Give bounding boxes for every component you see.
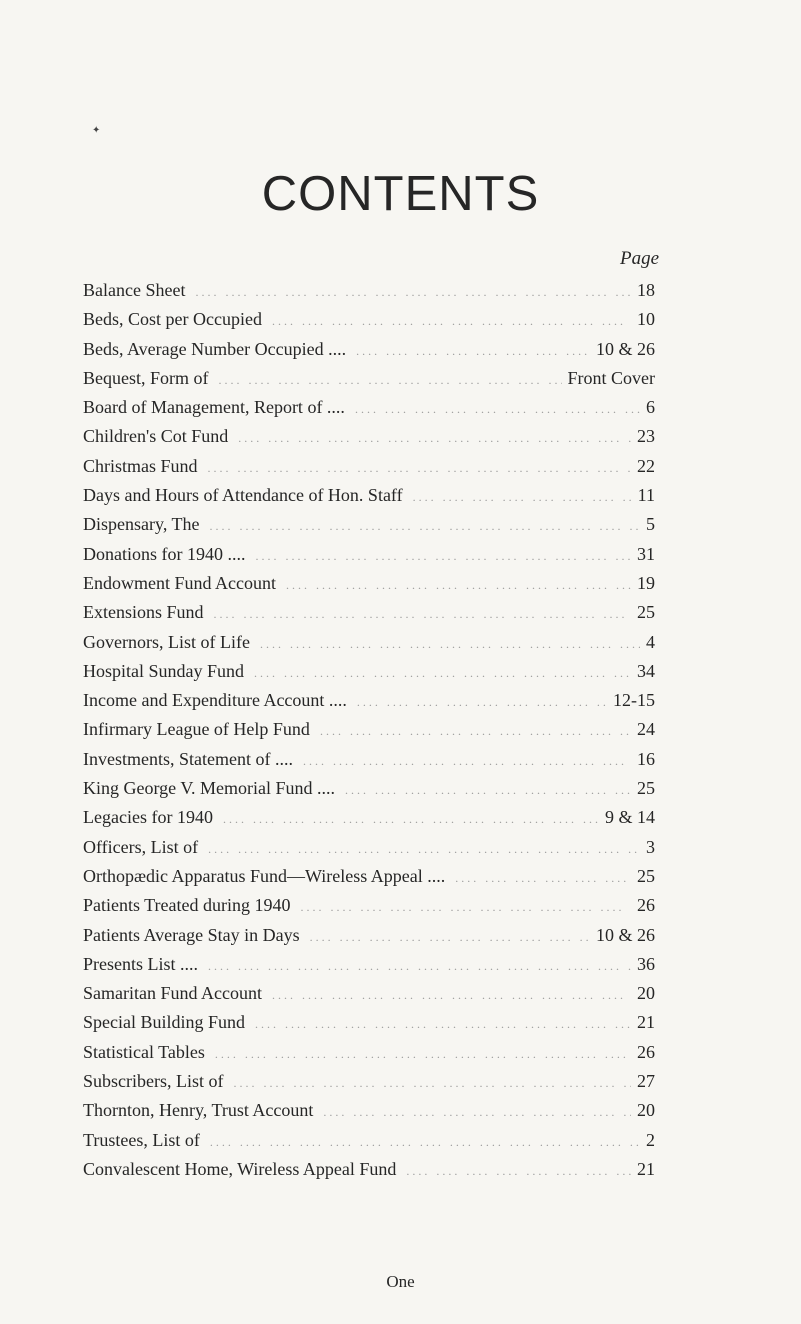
contents-entry <box>83 862 655 891</box>
contents-entry <box>83 1155 655 1184</box>
entry-page: 21 <box>637 1012 655 1033</box>
contents-entry <box>83 950 655 979</box>
contents-entry <box>83 598 655 627</box>
entry-page: 20 <box>637 983 655 1004</box>
entry-page: 12-15 <box>613 690 655 711</box>
contents-entry <box>83 891 655 920</box>
dot-leader <box>286 571 631 600</box>
contents-list <box>83 276 655 1184</box>
entry-label: Christmas Fund <box>83 455 198 476</box>
entry-label: Presents List .... <box>83 953 198 974</box>
dot-leader <box>320 717 631 746</box>
entry-label: Balance Sheet <box>83 280 186 300</box>
entry-page: 25 <box>637 865 655 886</box>
entry-label: Beds, Cost per Occupied <box>83 309 262 330</box>
entry-page: 18 <box>637 280 655 300</box>
entry-label: Income and Expenditure Account .... <box>83 690 347 711</box>
entry-label: Trustees, List of <box>83 1129 200 1150</box>
contents-entry <box>83 715 655 744</box>
contents-entry <box>83 803 655 832</box>
contents-entry <box>83 452 655 481</box>
dot-leader <box>209 512 640 541</box>
contents-entry <box>83 510 655 539</box>
contents-entry <box>83 540 655 569</box>
entry-label: Convalescent Home, Wireless Appeal Fund <box>83 1158 397 1179</box>
entry-page: 24 <box>637 719 655 740</box>
dot-leader <box>208 454 631 483</box>
dot-leader <box>323 1098 631 1127</box>
contents-entry <box>83 833 655 862</box>
contents-entry <box>83 1038 655 1067</box>
dot-leader <box>345 776 631 805</box>
entry-page: 16 <box>637 748 655 769</box>
entry-label: Special Building Fund <box>83 1012 245 1033</box>
dot-leader <box>215 1040 631 1069</box>
entry-label: Dispensary, The <box>83 514 200 535</box>
dot-leader <box>272 981 631 1010</box>
dot-leader <box>223 805 599 834</box>
contents-entry <box>83 1067 655 1096</box>
entry-page: 25 <box>637 778 655 799</box>
printer-mark-icon: ✦ <box>92 125 101 136</box>
entry-page: 2 <box>646 1129 655 1150</box>
entry-page: 27 <box>637 1071 655 1092</box>
entry-page: 31 <box>637 543 655 564</box>
entry-page: 21 <box>637 1158 655 1179</box>
dot-leader <box>406 1157 631 1186</box>
entry-label: Infirmary League of Help Fund <box>83 719 310 740</box>
contents-entry <box>83 628 655 657</box>
dot-leader <box>413 483 632 512</box>
contents-entry <box>83 305 655 334</box>
contents-entry <box>83 1008 655 1037</box>
contents-entry <box>83 276 655 305</box>
entry-page: 6 <box>646 397 655 418</box>
entry-page: 9 & 14 <box>604 807 655 828</box>
dot-leader <box>357 688 607 717</box>
dot-leader <box>195 278 631 307</box>
entry-page: 10 <box>637 309 655 330</box>
entry-label: Donations for 1940 .... <box>83 543 246 564</box>
entry-label: Beds, Average Number Occupied .... <box>83 338 347 359</box>
entry-label: Patients Average Stay in Days <box>83 924 300 945</box>
contents-entry <box>83 745 655 774</box>
contents-entry <box>83 569 655 598</box>
entry-page: 3 <box>646 836 655 857</box>
contents-entry <box>83 422 655 451</box>
entry-page: 34 <box>637 660 655 681</box>
dot-leader <box>233 1069 631 1098</box>
page-number-footer: One <box>386 1272 415 1291</box>
entry-label: Thornton, Henry, Trust Account <box>83 1100 314 1121</box>
contents-entry <box>83 335 655 364</box>
dot-leader <box>310 923 590 952</box>
entry-page: 26 <box>637 1041 655 1062</box>
entry-page: 26 <box>637 895 655 916</box>
page-column-header: Page <box>620 248 660 269</box>
entry-page: 22 <box>637 455 655 476</box>
entry-page: 5 <box>646 514 655 535</box>
entry-label: Patients Treated during 1940 <box>83 895 291 916</box>
entry-label: King George V. Memorial Fund .... <box>83 778 335 799</box>
entry-page: 20 <box>637 1100 655 1121</box>
contents-entry <box>83 921 655 950</box>
contents-entry <box>83 686 655 715</box>
entry-page: 10 & 26 <box>595 338 655 359</box>
dot-leader <box>208 952 631 981</box>
entry-page: 25 <box>637 602 655 623</box>
contents-entry <box>83 1126 655 1155</box>
dot-leader <box>208 835 640 864</box>
dot-leader <box>210 1128 640 1157</box>
entry-label: Investments, Statement of .... <box>83 748 293 769</box>
contents-entry <box>83 657 655 686</box>
dot-leader <box>356 337 590 366</box>
entry-page: 23 <box>637 426 655 447</box>
entry-label: Board of Management, Report of .... <box>83 397 345 418</box>
dot-leader <box>355 395 640 424</box>
contents-entry <box>83 481 655 510</box>
entry-label: Samaritan Fund Account <box>83 983 262 1004</box>
contents-entry <box>83 1096 655 1125</box>
entry-label: Bequest, Form of <box>83 367 209 388</box>
entry-page: 19 <box>637 572 655 593</box>
contents-entry <box>83 774 655 803</box>
entry-label: Legacies for 1940 <box>83 807 213 828</box>
dot-leader <box>301 893 632 922</box>
dot-leader <box>255 1010 631 1039</box>
dot-leader <box>254 659 631 688</box>
entry-label: Extensions Fund <box>83 602 204 623</box>
entry-label: Governors, List of Life <box>83 631 250 652</box>
contents-entry <box>83 364 655 393</box>
dot-leader <box>214 600 631 629</box>
dot-leader <box>219 366 562 395</box>
entry-page: 36 <box>637 953 655 974</box>
dot-leader <box>303 747 631 776</box>
entry-label: Children's Cot Fund <box>83 426 229 447</box>
entry-page: 11 <box>637 485 655 506</box>
entry-label: Endowment Fund Account <box>83 572 276 593</box>
entry-page: 4 <box>646 631 655 652</box>
entry-label: Statistical Tables <box>83 1041 205 1062</box>
dot-leader <box>238 424 631 453</box>
contents-entry <box>83 393 655 422</box>
page-title: CONTENTS <box>261 167 540 221</box>
dot-leader <box>455 864 631 893</box>
entry-label: Officers, List of <box>83 836 199 857</box>
contents-entry <box>83 979 655 1008</box>
entry-page: Front Cover <box>567 367 655 388</box>
entry-label: Subscribers, List of <box>83 1071 224 1092</box>
dot-leader <box>260 630 640 659</box>
dot-leader <box>255 542 631 571</box>
entry-page: 10 & 26 <box>595 924 655 945</box>
entry-label: Days and Hours of Attendance of Hon. Staff <box>83 485 403 506</box>
dot-leader <box>272 307 631 336</box>
entry-label: Hospital Sunday Fund <box>83 660 245 681</box>
entry-label: Orthopædic Apparatus Fund—Wireless Appeal .... <box>83 865 446 886</box>
